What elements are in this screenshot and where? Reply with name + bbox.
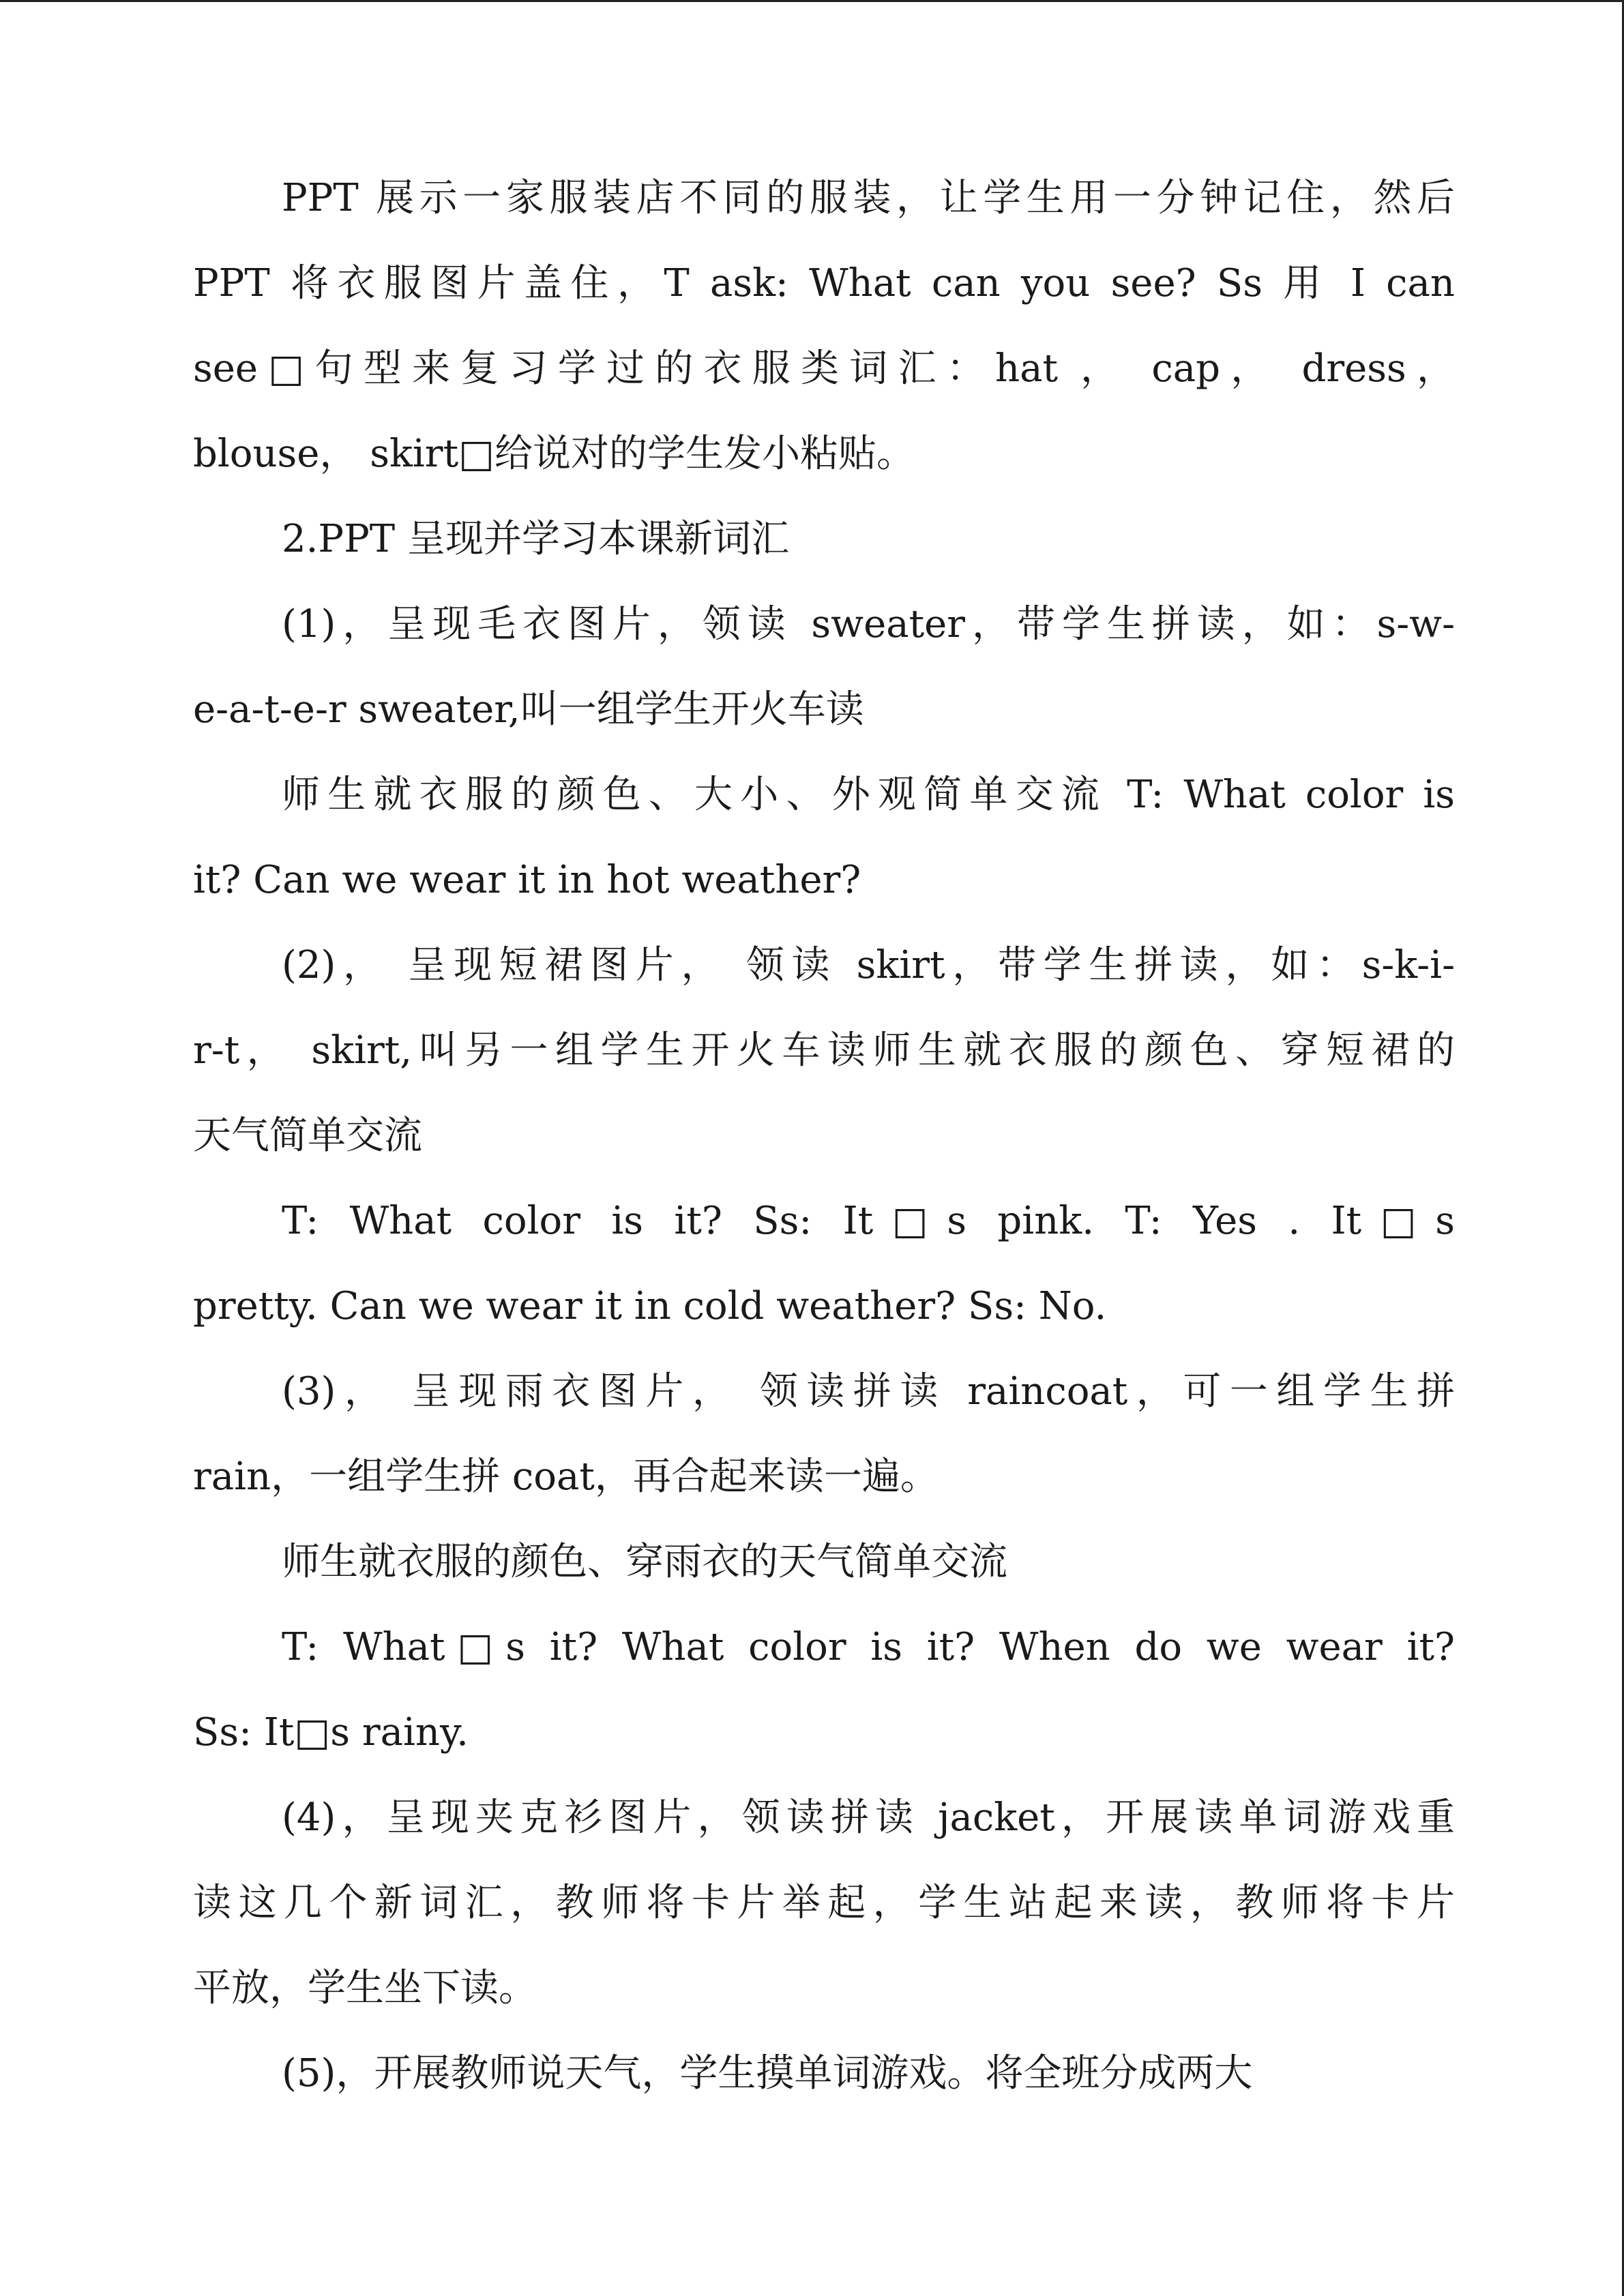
text-line: (3)， 呈现雨衣图片， 领读拼读 raincoat，可一组学生拼 [282,1369,1455,1414]
text-line: e-a-t-e-r sweater,叫一组学生开火车读 [193,687,864,732]
text-line: (1)，呈现毛衣图片，领读 sweater，带学生拼读，如：s-w- [282,602,1455,646]
text-line: T: What color is it? Ss: It□s pink. T: Yes . It□s [282,1199,1455,1243]
text-line: 平放，学生坐下读。 [193,1966,537,2010]
text-line: 师生就衣服的颜色、大小、外观简单交流 T: What color is [282,773,1455,817]
text-line: blouse， skirt□给说对的学生发小粘贴。 [193,432,915,476]
text-line: (4)，呈现夹克衫图片，领读拼读 jacket，开展读单词游戏重 [282,1795,1455,1840]
text-line: 天气简单交流 [193,1114,422,1158]
text-line: 师生就衣服的颜色、穿雨衣的天气简单交流 [282,1540,1007,1584]
text-line: 2.PPT 呈现并学习本课新词汇 [282,517,789,561]
text-line: T: What□s it? What color is it? When do we wear it? [282,1625,1455,1669]
text-line: PPT 将衣服图片盖住，T ask: What can you see? Ss 用 I can [193,261,1455,305]
text-line: (5)，开展教师说天气，学生摸单词游戏。将全班分成两大 [282,2051,1253,2096]
text-line: it? Can we wear it in hot weather? [193,858,861,902]
text-line: see□句型来复习学过的衣服类词汇：hat ， cap， dress， [193,346,1455,391]
text-line: pretty. Can we wear it in cold weather? Ss: No. [193,1284,1107,1328]
text-line: Ss: It□s rainy. [193,1710,469,1755]
text-line: r-t， skirt,叫另一组学生开火车读师生就衣服的颜色、穿短裙的 [193,1028,1455,1073]
text-line: rain，一组学生拼 coat，再合起来读一遍。 [193,1455,939,1499]
text-line: 读这几个新词汇，教师将卡片举起，学生站起来读，教师将卡片 [193,1881,1455,1925]
page-border-top [0,0,1624,2]
text-line: (2)， 呈现短裙图片， 领读 skirt，带学生拼读，如：s-k-i- [282,943,1455,987]
text-line: PPT 展示一家服装店不同的服装，让学生用一分钟记住，然后 [282,176,1455,220]
